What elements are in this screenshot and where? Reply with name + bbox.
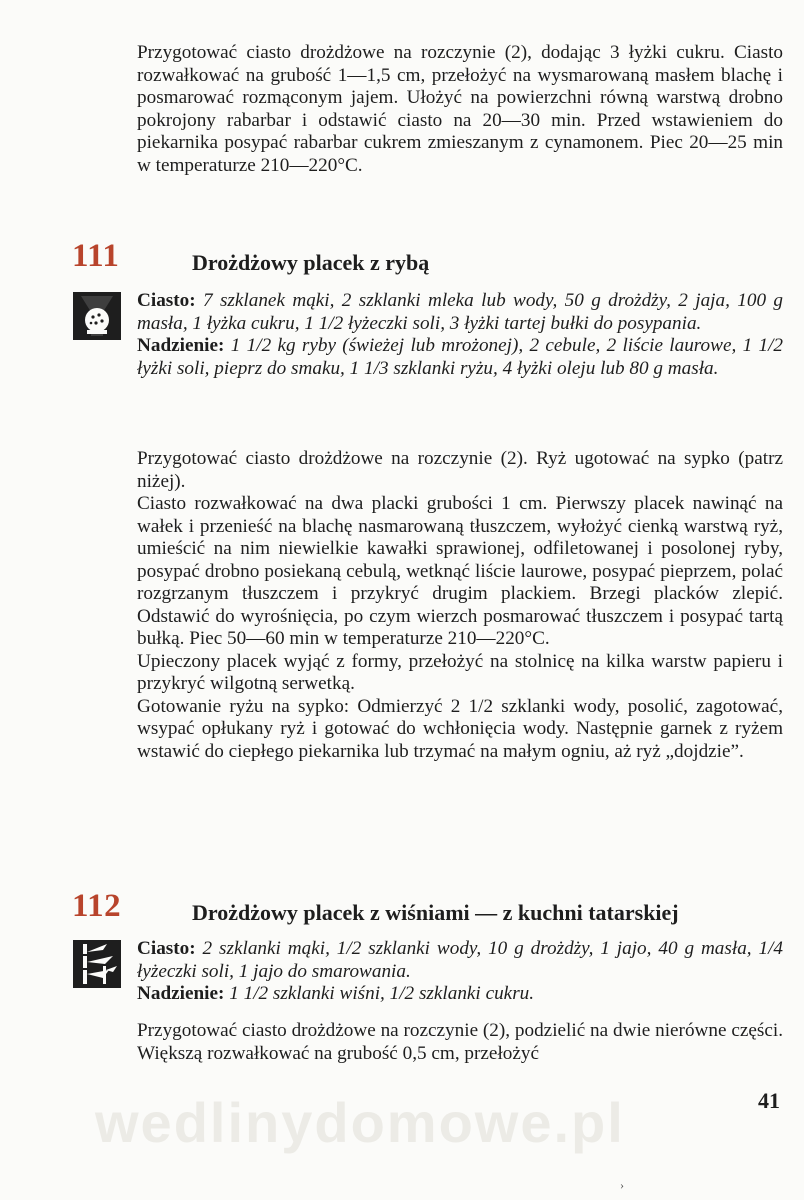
- salt-shaker-icon: [73, 292, 121, 340]
- dough-ingredients: [137, 938, 783, 983]
- recipe-title-111: Drożdżowy placek z rybą: [192, 250, 430, 275]
- recipe-title-112: Drożdżowy placek z wiśniami — z kuchni tatarskiej: [192, 900, 679, 925]
- bamboo-icon: [73, 940, 121, 988]
- recipe-111-method: [137, 448, 783, 763]
- method-paragraph: Przygotować ciasto drożdżowe na rozczynie (2). Ryż ugotować na sypko (patrz niżej).: [137, 448, 783, 492]
- watermark: wedlinydomowe.pl: [95, 1091, 625, 1154]
- method-paragraph: Przygotować ciasto drożdżowe na rozczynie (2), podzielić na dwie nierówne części. Większą rozwałkować na grubość 0,5 cm, przełożyć: [137, 1020, 783, 1064]
- filling-ingredients: [137, 335, 783, 380]
- filling-ingredients: [137, 983, 783, 1006]
- recipe-number-112: 112: [72, 888, 122, 924]
- dough-label: Ciasto:: [137, 938, 196, 959]
- dough-list: 2 szklanki mąki, 1/2 szklanki wody, 10 g drożdży, 1 jajo, 40 g masła, 1/4 łyżeczki soli, 1 jajo do smarowania.: [137, 938, 784, 982]
- recipe-111-ingredients: [137, 290, 783, 380]
- dough-list: 7 szklanek mąki, 2 szklanki mleka lub wody, 50 g drożdży, 2 jaja, 100 g masła, 1 łyżka cukru, 1 1/2 łyżeczki soli, 3 łyżki tartej bułki do posypania.: [137, 290, 783, 334]
- filling-label: Nadzienie:: [137, 983, 225, 1004]
- recipe-number-111: 111: [72, 238, 120, 274]
- filling-list: 1 1/2 szklanki wiśni, 1/2 szklanki cukru.: [229, 983, 535, 1004]
- intro-paragraph: Przygotować ciasto drożdżowe na rozczynie (2), dodając 3 łyżki cukru. Ciasto rozwałkować na grubość 1—1,5 cm, przełożyć na wysmarowaną masłem blachę i posmarować rozmąconym jajem. Ułożyć na powierzchni równą warstwą drobno pokrojony rabarbar i odstawić ciasto na 20—30 min. Przed wstawieniem do piekarnika posypać rabarbar cukrem zmieszanym z cynamonem. Piec 20—25 min w temperaturze 210—220°C.: [137, 42, 783, 176]
- filling-label: Nadzienie:: [137, 335, 225, 356]
- page-number: 41: [758, 1088, 780, 1113]
- corner-mark: ›: [620, 1178, 624, 1192]
- intro-paragraph-block: [137, 42, 783, 177]
- recipe-112-ingredients: [137, 938, 783, 1006]
- recipe-112-method: [137, 1020, 783, 1065]
- method-paragraph: Ciasto rozwałkować na dwa placki grubości 1 cm. Pierwszy placek nawinąć na wałek i przenieść na blachę nasmarowaną tłuszczem, wyłożyć cienką warstwą ryż, umieścić na nim niewielkie kawałki sprawionej, odfiletowanej i posolonej ryby, posypać drobno posiekaną cebulą, wetknąć liście laurowe, posypać pieprzem, polać rozgrzanym tłuszczem i przykryć drugim plackiem. Brzegi placków zlepić. Odstawić do wyrośnięcia, po czym wierzch posmarować tłuszczem i posypać tartą bułką. Piec 50—60 min w temperaturze 210—220°C.: [137, 493, 783, 649]
- method-paragraph: Upieczony placek wyjąć z formy, przełożyć na stolnicę na kilka warstw papieru i przykryć wilgotną serwetką.: [137, 650, 783, 694]
- dough-ingredients: [137, 290, 783, 335]
- method-paragraph: Gotowanie ryżu na sypko: Odmierzyć 2 1/2 szklanki wody, posolić, zagotować, wsypać opłukany ryż i gotować do wchłonięcia wody. Następnie garnek z ryżem wstawić do ciepłego piekarnika lub trzymać na małym ogniu, aż ryż „dojdzie”.: [137, 695, 783, 762]
- filling-list: 1 1/2 kg ryby (świeżej lub mrożonej), 2 cebule, 2 liście laurowe, 1 1/2 łyżki soli, pieprz do smaku, 1 1/3 szklanki ryżu, 4 łyżki oleju lub 80 g masła.: [137, 335, 784, 379]
- dough-label: Ciasto:: [137, 290, 196, 311]
